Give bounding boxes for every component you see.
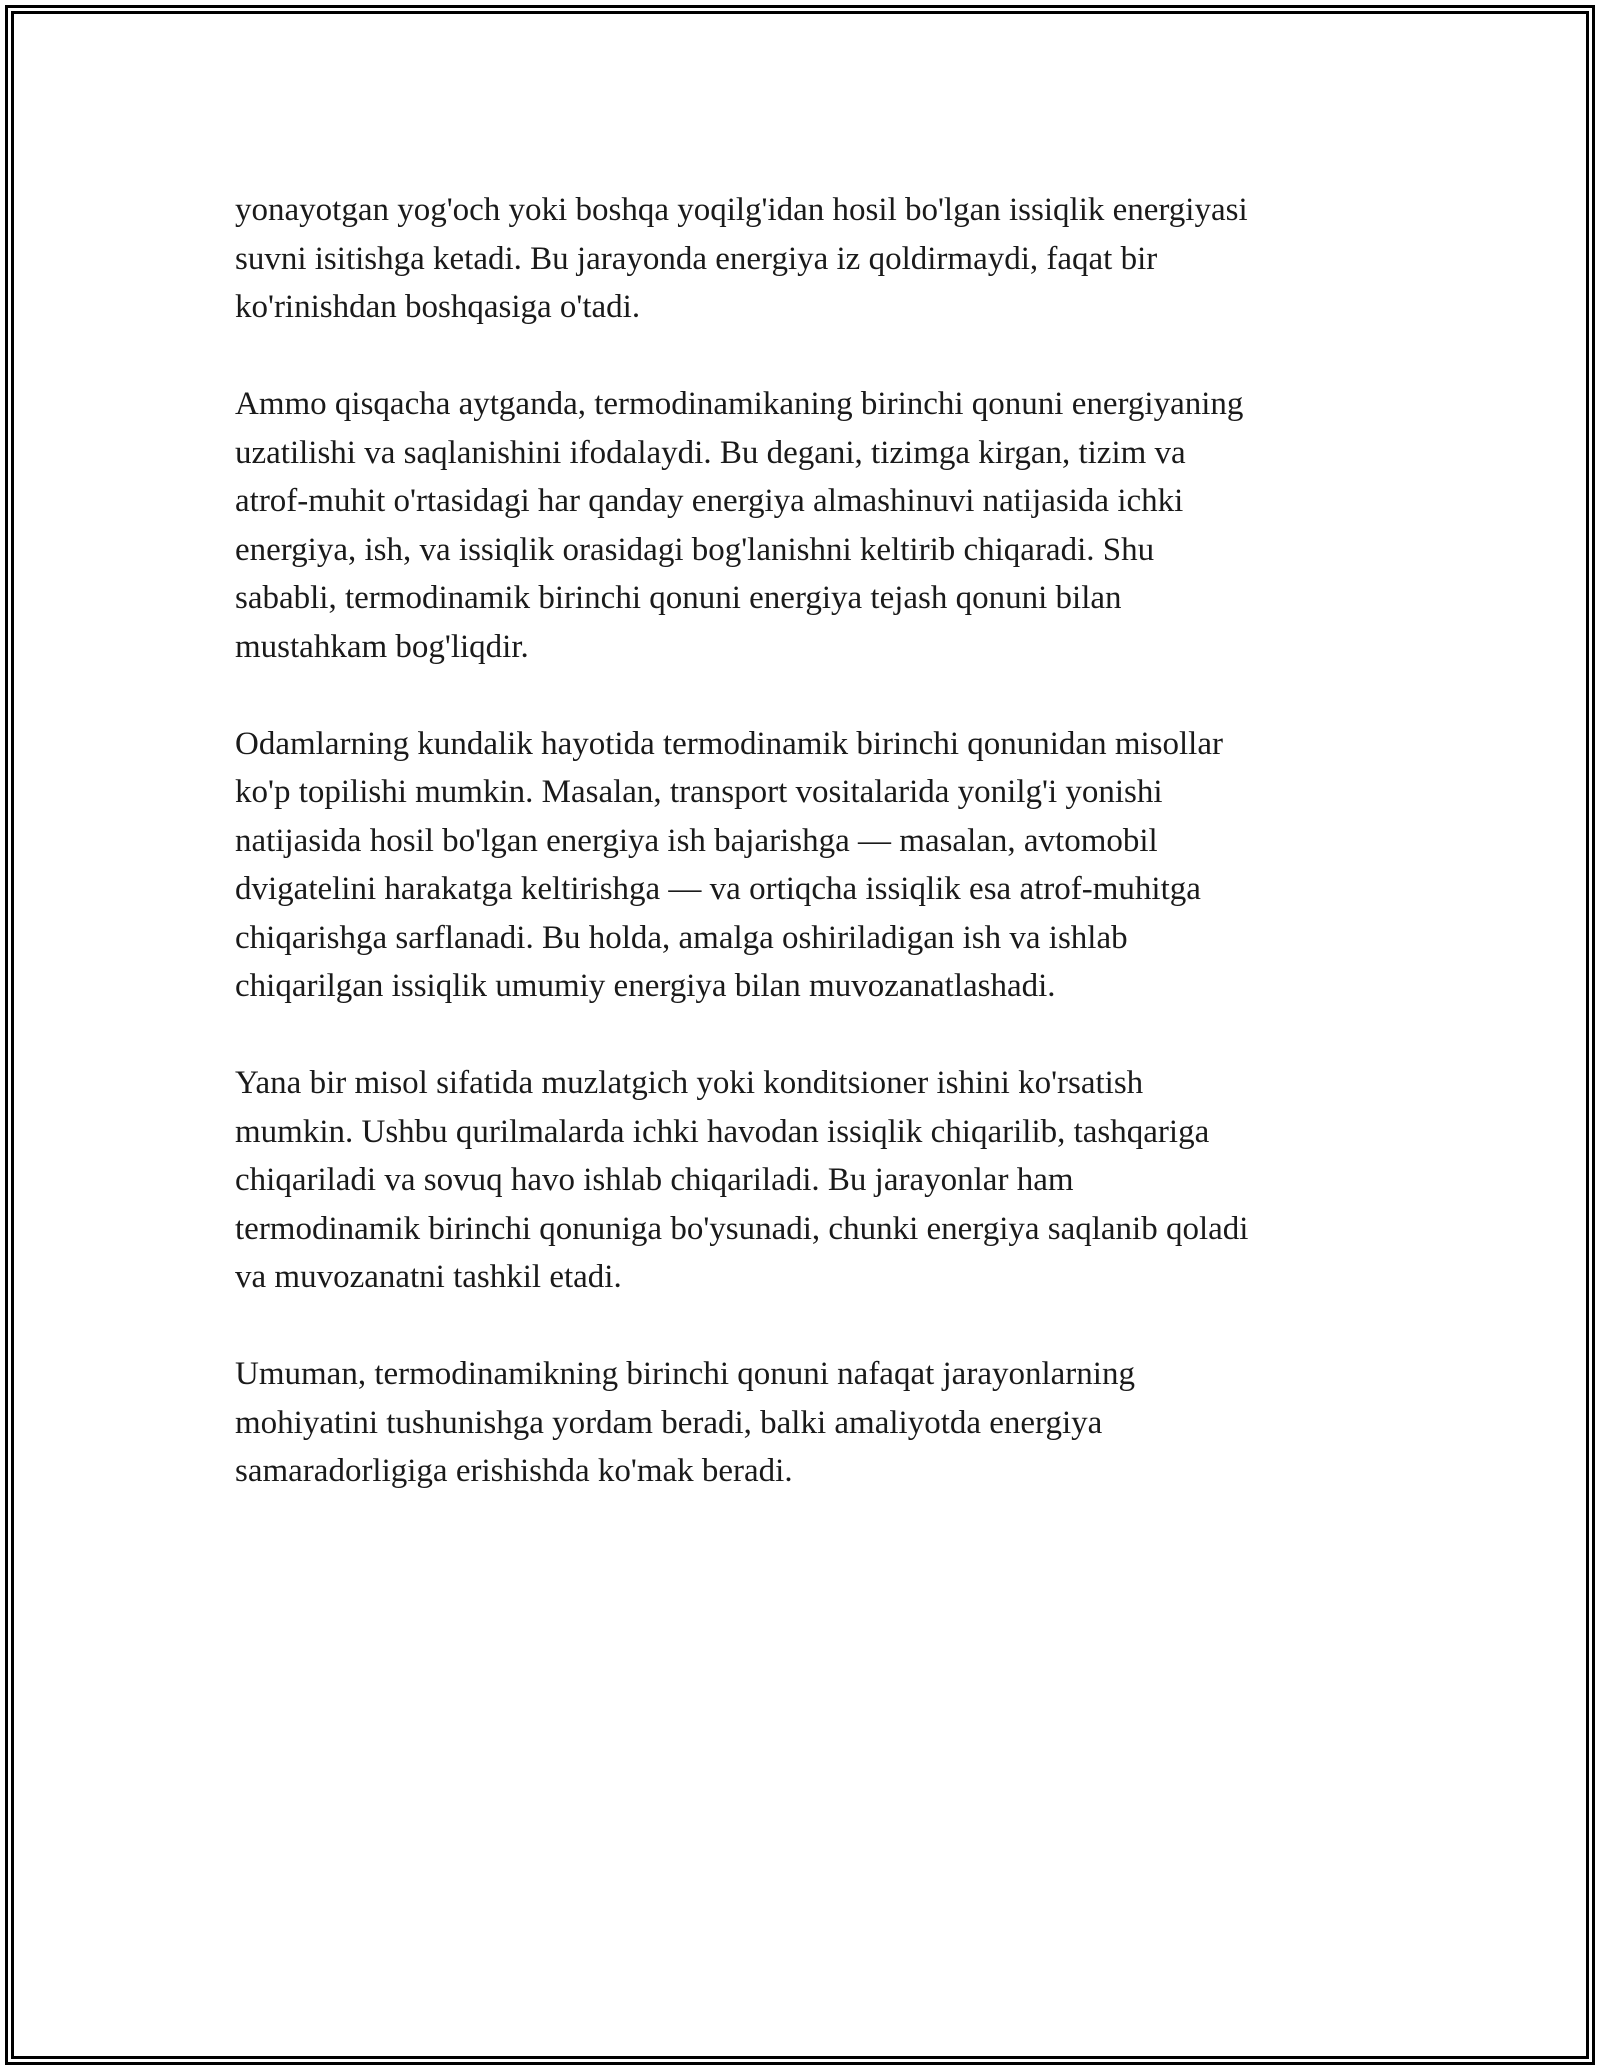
paragraph-5: Umuman, termodinamikning birinchi qonuni nafaqat jarayonlarning mohiyatini tushunishga yordam beradi, balki amaliyotda energiya samaradorligiga erishishda ko'mak beradi. xyxy=(235,1356,1135,1489)
paragraph-3: Odamlarning kundalik hayotida termodinamik birinchi qonunidan misollar ko'p topilishi mumkin. Masalan, transport vositalarida yonilg'i yonishi natijasida hosil bo'lgan energiya ish bajarishga — masalan, avtomobil dvigatelini harakatga keltirishga — va ortiqcha issiqlik esa atrof-muhitga chiqarishga sarflanadi. Bu holda, amalga oshiriladigan ish va ishlab chiqarilgan issiqlik umumiy energiya bilan muvozanatlashadi. xyxy=(235,725,1223,1004)
paragraph-2: Ammo qisqacha aytganda, termodinamikaning birinchi qonuni energiyaning uzatilishi va saqlanishini ifodalaydi. Bu degani, tizimga kirgan, tizim va atrof-muhit o'rtasidagi har qanday energiya almashinuvi natijasida ichki energiya, ish, va issiqlik orasidagi bog'lanishni keltirib chiqaradi. Shu sababli, termodinamik birinchi qonuni energiya tejash qonuni bilan mustahkam bog'liqdir. xyxy=(235,386,1244,665)
paragraph-1: yonayotgan yog'och yoki boshqa yoqilg'idan hosil bo'lgan issiqlik energiyasi suvni isitishga ketadi. Bu jarayonda energiya iz qoldirmaydi, faqat bir ko'rinishdan boshqasiga o'tadi. xyxy=(235,192,1248,325)
paragraph-4: Yana bir misol sifatida muzlatgich yoki konditsioner ishini ko'rsatish mumkin. Ushbu qurilmalarda ichki havodan issiqlik chiqarilib, tashqariga chiqariladi va sovuq havo ishlab chiqariladi. Bu jarayonlar ham termodinamik birinchi qonuniga bo'ysunadi, chunki energiya saqlanib qoladi va muvozanatni tashkil etadi. xyxy=(235,1065,1249,1295)
document-body xyxy=(235,186,1370,1544)
